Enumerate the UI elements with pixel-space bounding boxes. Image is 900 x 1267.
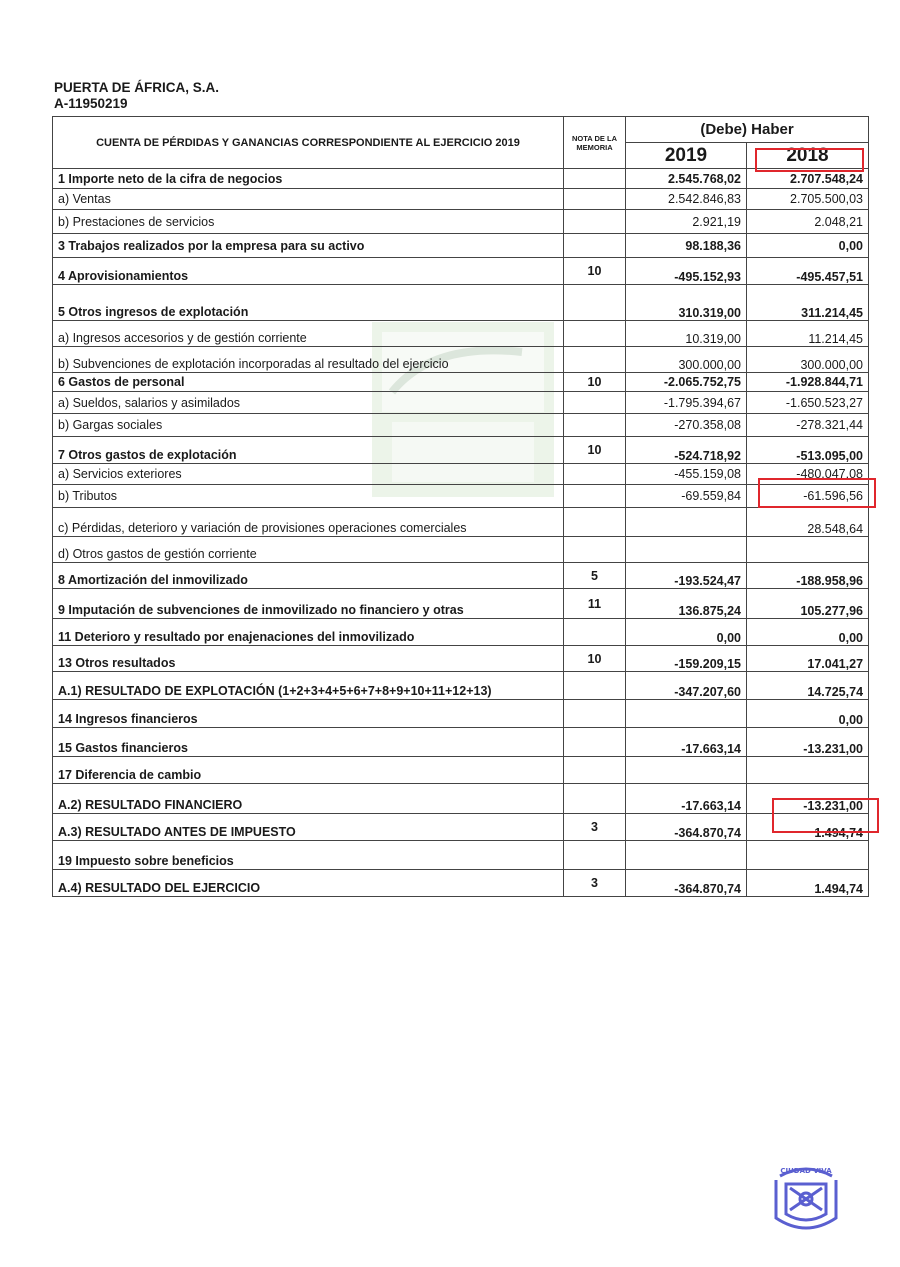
row-value-2018: -188.958,96 [747,563,869,589]
row-value-2019: -495.152,93 [626,258,747,285]
row-value-2018 [747,841,869,870]
row-label: 7 Otros gastos de explotación [53,437,564,464]
row-note: 10 [564,437,626,464]
table-row [53,258,869,285]
row-value-2018: 17.041,27 [747,646,869,672]
row-label: b) Tributos [53,485,564,508]
table-row [53,210,869,234]
row-note [564,189,626,210]
row-value-2018: 14.725,74 [747,672,869,700]
year-2019-header: 2019 [626,143,747,169]
row-label: a) Sueldos, salarios y asimilados [53,392,564,414]
row-label: 19 Impuesto sobre beneficios [53,841,564,870]
company-cif: A-11950219 [54,96,128,111]
table-row [53,537,869,563]
row-label: d) Otros gastos de gestión corriente [53,537,564,563]
row-value-2019: 0,00 [626,619,747,646]
row-label: b) Subvenciones de explotación incorporadas al resultado del ejercicio [53,347,564,373]
row-value-2018: 311.214,45 [747,285,869,321]
row-label: a) Servicios exteriores [53,464,564,485]
row-value-2019: -193.524,47 [626,563,747,589]
row-note [564,321,626,347]
table-row [53,784,869,814]
row-value-2019: -159.209,15 [626,646,747,672]
row-value-2018: 11.214,45 [747,321,869,347]
table-row [53,728,869,757]
row-value-2018: 300.000,00 [747,347,869,373]
table-row [53,437,869,464]
row-value-2019: -17.663,14 [626,728,747,757]
row-note [564,784,626,814]
row-value-2018 [747,757,869,784]
row-label: 8 Amortización del inmovilizado [53,563,564,589]
company-name: PUERTA DE ÁFRICA, S.A. [54,80,220,95]
row-note: 3 [564,814,626,841]
row-value-2019: 310.319,00 [626,285,747,321]
table-row [53,464,869,485]
row-note: 10 [564,258,626,285]
row-label: 13 Otros resultados [53,646,564,672]
row-note [564,464,626,485]
row-value-2019 [626,508,747,537]
row-value-2019: 2.545.768,02 [626,169,747,189]
row-label: a) Ventas [53,189,564,210]
table-row [53,347,869,373]
profit-loss-table [52,116,869,897]
row-label: 4 Aprovisionamientos [53,258,564,285]
row-label: 6 Gastos de personal [53,373,564,392]
row-note [564,414,626,437]
row-note: 10 [564,646,626,672]
table-row [53,189,869,210]
row-note: 5 [564,563,626,589]
table-row [53,619,869,646]
row-value-2018: 0,00 [747,700,869,728]
row-note [564,672,626,700]
row-value-2018: 1.494,74 [747,814,869,841]
row-value-2019: -1.795.394,67 [626,392,747,414]
row-note [564,210,626,234]
row-value-2019: -2.065.752,75 [626,373,747,392]
row-label: c) Pérdidas, deterioro y variación de provisiones operaciones comerciales [53,508,564,537]
row-note [564,347,626,373]
row-value-2019: 2.921,19 [626,210,747,234]
official-stamp-icon [766,1158,846,1238]
row-value-2019: -364.870,74 [626,814,747,841]
row-value-2018: 0,00 [747,619,869,646]
row-value-2018: 105.277,96 [747,589,869,619]
table-row [53,589,869,619]
row-label: A.1) RESULTADO DE EXPLOTACIÓN (1+2+3+4+5+6+7+8+9+10+11+12+13) [53,672,564,700]
row-label: A.3) RESULTADO ANTES DE IMPUESTO [53,814,564,841]
table-row [53,841,869,870]
row-note: 3 [564,870,626,897]
row-label: 14 Ingresos financieros [53,700,564,728]
table-row [53,757,869,784]
row-value-2019: -347.207,60 [626,672,747,700]
note-column-header: NOTA DE LA MEMORIA [564,117,626,169]
row-value-2019 [626,841,747,870]
row-value-2018: -1.928.844,71 [747,373,869,392]
row-value-2019: 2.542.846,83 [626,189,747,210]
row-note [564,169,626,189]
row-label: 1 Importe neto de la cifra de negocios [53,169,564,189]
row-value-2019 [626,757,747,784]
row-label: 17 Diferencia de cambio [53,757,564,784]
row-value-2018: -495.457,51 [747,258,869,285]
row-value-2018: 2.705.500,03 [747,189,869,210]
table-row [53,392,869,414]
row-note [564,234,626,258]
row-note [564,508,626,537]
row-value-2019: -17.663,14 [626,784,747,814]
row-label: 9 Imputación de subvenciones de inmovilizado no financiero y otras [53,589,564,619]
table-row [53,169,869,189]
row-value-2019: -455.159,08 [626,464,747,485]
table-row [53,870,869,897]
row-label: 11 Deterioro y resultado por enajenaciones del inmovilizado [53,619,564,646]
table-row [53,485,869,508]
svg-text:CIUDAD VIVA: CIUDAD VIVA [780,1167,832,1175]
row-value-2018: -278.321,44 [747,414,869,437]
row-value-2019 [626,700,747,728]
row-value-2018: -1.650.523,27 [747,392,869,414]
row-value-2019: -69.559,84 [626,485,747,508]
table-row [53,646,869,672]
row-value-2018: 2.707.548,24 [747,169,869,189]
row-label: 5 Otros ingresos de explotación [53,285,564,321]
row-note [564,728,626,757]
table-row [53,508,869,537]
row-value-2019: 98.188,36 [626,234,747,258]
table-row [53,234,869,258]
row-label: A.4) RESULTADO DEL EJERCICIO [53,870,564,897]
row-note: 10 [564,373,626,392]
row-label: b) Prestaciones de servicios [53,210,564,234]
year-2018-header: 2018 [747,143,869,169]
row-note [564,757,626,784]
row-note [564,392,626,414]
table-row [53,814,869,841]
row-label: 15 Gastos financieros [53,728,564,757]
row-note [564,619,626,646]
table-row [53,414,869,437]
row-note [564,485,626,508]
row-value-2018: 0,00 [747,234,869,258]
row-note [564,841,626,870]
row-note [564,537,626,563]
row-value-2019: 10.319,00 [626,321,747,347]
table-row [53,373,869,392]
row-value-2018: -480.047,08 [747,464,869,485]
row-value-2018: -13.231,00 [747,728,869,757]
row-value-2018: 28.548,64 [747,508,869,537]
row-value-2018 [747,537,869,563]
row-label: A.2) RESULTADO FINANCIERO [53,784,564,814]
row-value-2019 [626,537,747,563]
debe-haber-header: (Debe) Haber [626,117,869,143]
table-row [53,672,869,700]
table-row [53,700,869,728]
row-value-2019: -270.358,08 [626,414,747,437]
row-value-2018: -61.596,56 [747,485,869,508]
row-value-2019: 136.875,24 [626,589,747,619]
row-note [564,700,626,728]
row-value-2018: 1.494,74 [747,870,869,897]
table-row [53,563,869,589]
row-value-2018: -513.095,00 [747,437,869,464]
row-label: 3 Trabajos realizados por la empresa para su activo [53,234,564,258]
row-label: a) Ingresos accesorios y de gestión corriente [53,321,564,347]
row-value-2019: -524.718,92 [626,437,747,464]
row-value-2018: 2.048,21 [747,210,869,234]
row-note [564,285,626,321]
row-value-2019: -364.870,74 [626,870,747,897]
row-value-2018: -13.231,00 [747,784,869,814]
table-title: CUENTA DE PÉRDIDAS Y GANANCIAS CORRESPONDIENTE AL EJERCICIO 2019 [53,117,564,169]
row-note: 11 [564,589,626,619]
table-row [53,285,869,321]
table-row [53,321,869,347]
row-label: b) Gargas sociales [53,414,564,437]
row-value-2019: 300.000,00 [626,347,747,373]
